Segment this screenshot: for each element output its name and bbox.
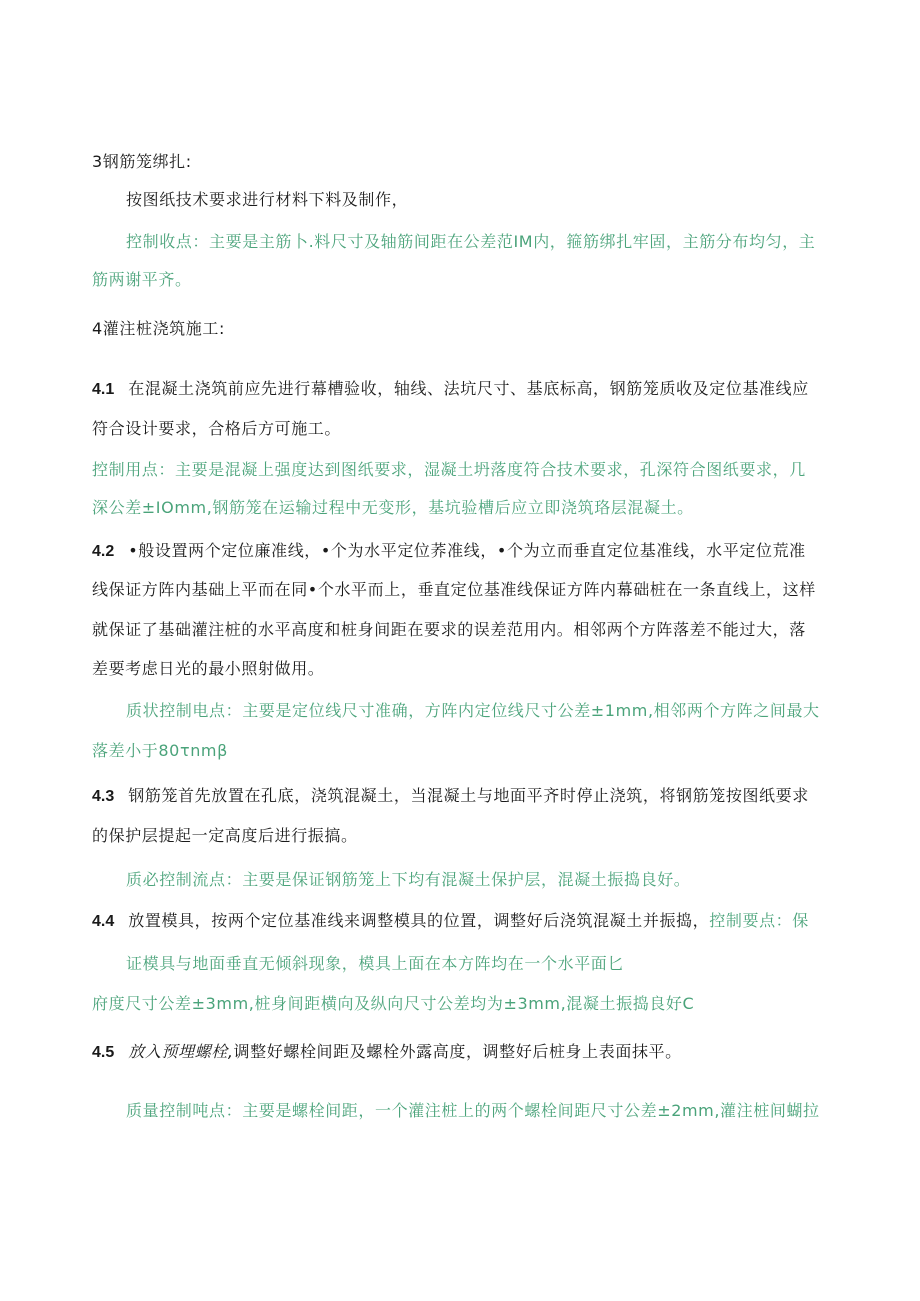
section-4-2-line4: 差要考虑日光的最小照射做用。 [92, 659, 325, 678]
section-4-4-text-1: 放置模具，按两个定位基准线来调整模具的位置，调整好后浇筑混凝土并振捣， [128, 911, 710, 930]
section-4-3-line1 [92, 786, 809, 807]
section-4-1-line2: 符合设计要求，合格后方可施工。 [92, 419, 342, 438]
section-4-2-line2: 线保证方阵内基础上平而在同•个水平而上，垂直定位基准线保证方阵内幕础桩在一条直线上，这样 [92, 580, 816, 599]
section-4-2-line1 [92, 541, 806, 562]
section-4-5-number: 4.5 [92, 1044, 115, 1061]
section-4-1-text-1: 在混凝土浇筑前应先进行幕槽验收，轴线、法坑尺寸、基底标高，钢筋笼质收及定位基准线应 [128, 379, 809, 398]
section-4-5-qc-line1: 质量控制吨点：主要是螺栓间距，一个灌注桩上的两个螺栓间距尺寸公差±2mm,灌注桩间蝴拉 [126, 1101, 820, 1120]
section-4-2-text-1: •般设置两个定位廉准线，•个为水平定位荞准线，•个为立而垂直定位基准线，水平定位荒准 [128, 541, 806, 560]
section-4-4-qc-start: 控制要点：保 [709, 911, 809, 930]
section-3-heading: 3钢筋笼绑扎: [92, 152, 192, 171]
section-4-1-qc-line2: 深公差±IOmm,钢筋笼在运输过程中无变形，基坑验槽后应立即浇筑珞层混凝土。 [92, 498, 694, 517]
section-4-2-qc-line2: 落差小于80τnmβ [92, 741, 228, 760]
section-4-2-number: 4.2 [92, 543, 115, 560]
section-4-1-line1 [92, 379, 809, 400]
section-3-qc-line1: 控制收点：主要是主筋卜.料尺寸及轴筋间距在公差范IM内，箍筋绑扎牢固，主筋分布均匀，主 [126, 232, 816, 251]
section-4-3-line2: 的保护层提起一定高度后进行振搞。 [92, 826, 358, 845]
section-4-5-text-1: 调整好螺栓间距及螺栓外露高度，调整好后桩身上表面抹平。 [233, 1042, 682, 1061]
section-4-4-qc-line2: 证模具与地面垂直无倾斜现象，模具上面在本方阵均在一个水平面匕 [126, 954, 625, 973]
section-4-3-text-1: 钢筋笼首先放置在孔底，浇筑混凝土，当混凝土与地面平齐时停止浇筑，将钢筋笼按图纸要求 [128, 786, 809, 805]
section-4-5-line1 [92, 1042, 682, 1063]
section-4-4-number: 4.4 [92, 913, 115, 930]
section-4-heading: 4灌注桩浇筑施工: [92, 319, 225, 338]
section-3-text: 按图纸技术要求进行材料下料及制作， [126, 190, 409, 209]
section-4-4-qc-line3: 府度尺寸公差±3mm,桩身间距横向及纵向尺寸公差均为±3mm,混凝土振捣良好C [92, 994, 695, 1013]
section-4-3-number: 4.3 [92, 788, 115, 805]
section-4-2-qc-line1: 质状控制电点：主要是定位线尺寸准确，方阵内定位线尺寸公差±1mm,相邻两个方阵之间最大 [126, 701, 820, 720]
section-4-3-qc-line1: 质必控制流点：主要是保证钢筋笼上下均有混凝土保护层，混凝土振捣良好。 [126, 870, 691, 889]
section-4-1-number: 4.1 [92, 381, 115, 398]
section-4-4-line1 [92, 911, 809, 932]
section-4-2-line3: 就保证了基础灌注桩的水平高度和桩身间距在要求的误差范用内。相邻两个方阵落差不能过大，落 [92, 620, 806, 639]
section-4-1-qc-line1: 控制用点：主要是混凝上强度达到图纸要求，湿凝土坍落度符合技术要求，孔深符合图纸要求，几 [92, 460, 806, 479]
section-3-qc-line2: 筋两谢平齐。 [92, 270, 192, 289]
section-4-5-italic: 放入预埋螺栓, [128, 1042, 234, 1061]
